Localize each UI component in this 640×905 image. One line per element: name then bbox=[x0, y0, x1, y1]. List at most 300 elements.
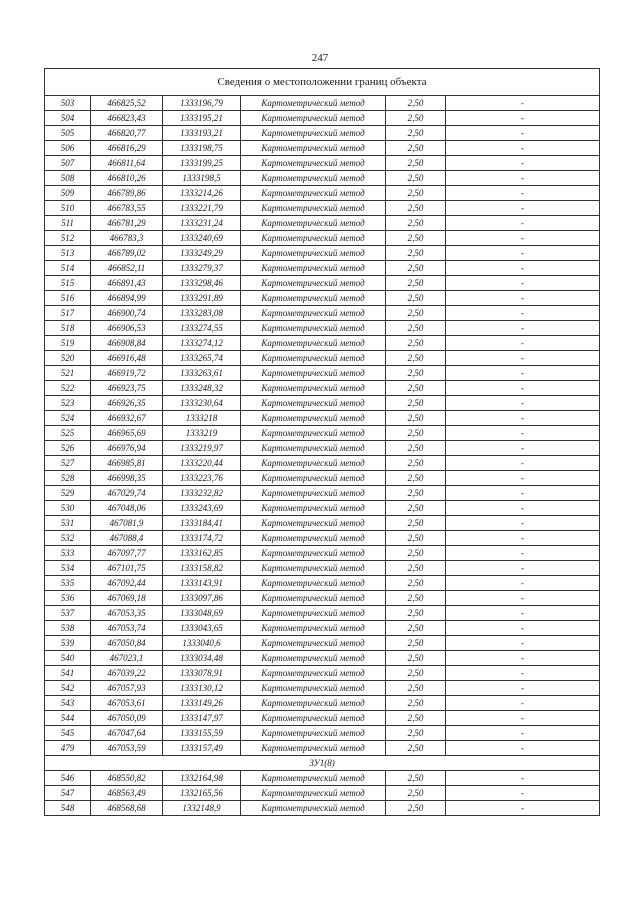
point-number-cell: 541 bbox=[45, 666, 91, 681]
coordinate-x-cell: 467039,22 bbox=[91, 666, 163, 681]
method-cell: Картометрический метод bbox=[241, 516, 386, 531]
precision-cell: 2,50 bbox=[386, 681, 446, 696]
coordinate-x-cell: 466916,48 bbox=[91, 351, 163, 366]
method-cell: Картометрический метод bbox=[241, 291, 386, 306]
precision-cell: 2,50 bbox=[386, 471, 446, 486]
method-cell: Картометрический метод bbox=[241, 726, 386, 741]
description-cell: - bbox=[446, 336, 600, 351]
description-cell: - bbox=[446, 306, 600, 321]
table-row bbox=[45, 741, 600, 756]
method-cell: Картометрический метод bbox=[241, 261, 386, 276]
table-row bbox=[45, 531, 600, 546]
page-number: 247 bbox=[311, 52, 329, 64]
description-cell: - bbox=[446, 96, 600, 111]
precision-cell: 2,50 bbox=[386, 306, 446, 321]
coordinate-x-cell: 468563,49 bbox=[91, 786, 163, 801]
method-cell: Картометрический метод bbox=[241, 546, 386, 561]
point-number-cell: 523 bbox=[45, 396, 91, 411]
point-number-cell: 522 bbox=[45, 381, 91, 396]
description-cell: - bbox=[446, 636, 600, 651]
description-cell: - bbox=[446, 531, 600, 546]
table-row bbox=[45, 141, 600, 156]
precision-cell: 2,50 bbox=[386, 561, 446, 576]
table-row bbox=[45, 696, 600, 711]
point-number-cell: 539 bbox=[45, 636, 91, 651]
table-row bbox=[45, 786, 600, 801]
point-number-cell: 521 bbox=[45, 366, 91, 381]
method-cell: Картометрический метод bbox=[241, 351, 386, 366]
precision-cell: 2,50 bbox=[386, 336, 446, 351]
coordinate-y-cell: 1333198,5 bbox=[163, 171, 241, 186]
point-number-cell: 536 bbox=[45, 591, 91, 606]
table-row bbox=[45, 291, 600, 306]
coordinate-y-cell: 1333198,75 bbox=[163, 141, 241, 156]
precision-cell: 2,50 bbox=[386, 546, 446, 561]
method-cell: Картометрический метод bbox=[241, 381, 386, 396]
table-row bbox=[45, 366, 600, 381]
coordinate-x-cell: 466783,55 bbox=[91, 201, 163, 216]
point-number-cell: 505 bbox=[45, 126, 91, 141]
description-cell: - bbox=[446, 786, 600, 801]
table-row bbox=[45, 201, 600, 216]
method-cell: Картометрический метод bbox=[241, 786, 386, 801]
method-cell: Картометрический метод bbox=[241, 306, 386, 321]
coordinate-y-cell: 1333230,64 bbox=[163, 396, 241, 411]
table-row bbox=[45, 381, 600, 396]
coordinate-x-cell: 466781,29 bbox=[91, 216, 163, 231]
coordinate-y-cell: 1333097,86 bbox=[163, 591, 241, 606]
description-cell: - bbox=[446, 291, 600, 306]
description-cell: - bbox=[446, 801, 600, 816]
point-number-cell: 530 bbox=[45, 501, 91, 516]
method-cell: Картометрический метод bbox=[241, 156, 386, 171]
table-row bbox=[45, 546, 600, 561]
point-number-cell: 538 bbox=[45, 621, 91, 636]
table-row bbox=[45, 441, 600, 456]
coordinate-x-cell: 466985,81 bbox=[91, 456, 163, 471]
coordinate-y-cell: 1333223,76 bbox=[163, 471, 241, 486]
point-number-cell: 518 bbox=[45, 321, 91, 336]
precision-cell: 2,50 bbox=[386, 516, 446, 531]
table-row bbox=[45, 681, 600, 696]
coordinate-y-cell: 1333263,61 bbox=[163, 366, 241, 381]
point-number-cell: 513 bbox=[45, 246, 91, 261]
coordinate-y-cell: 1333199,25 bbox=[163, 156, 241, 171]
description-cell: - bbox=[446, 351, 600, 366]
description-cell: - bbox=[446, 201, 600, 216]
point-number-cell: 533 bbox=[45, 546, 91, 561]
description-cell: - bbox=[446, 276, 600, 291]
table-row bbox=[45, 336, 600, 351]
description-cell: - bbox=[446, 441, 600, 456]
coordinate-x-cell: 466816,29 bbox=[91, 141, 163, 156]
coordinate-y-cell: 1333248,32 bbox=[163, 381, 241, 396]
precision-cell: 2,50 bbox=[386, 786, 446, 801]
point-number-cell: 516 bbox=[45, 291, 91, 306]
coordinate-x-cell: 466891,43 bbox=[91, 276, 163, 291]
precision-cell: 2,50 bbox=[386, 456, 446, 471]
method-cell: Картометрический метод bbox=[241, 171, 386, 186]
description-cell: - bbox=[446, 576, 600, 591]
description-cell: - bbox=[446, 231, 600, 246]
precision-cell: 2,50 bbox=[386, 246, 446, 261]
method-cell: Картометрический метод bbox=[241, 246, 386, 261]
method-cell: Картометрический метод bbox=[241, 666, 386, 681]
coordinate-y-cell: 1333291,89 bbox=[163, 291, 241, 306]
table-row bbox=[45, 501, 600, 516]
coordinate-x-cell: 467050,84 bbox=[91, 636, 163, 651]
method-cell: Картометрический метод bbox=[241, 111, 386, 126]
precision-cell: 2,50 bbox=[386, 351, 446, 366]
coordinate-x-cell: 466894,99 bbox=[91, 291, 163, 306]
coordinate-x-cell: 466919,72 bbox=[91, 366, 163, 381]
precision-cell: 2,50 bbox=[386, 261, 446, 276]
precision-cell: 2,50 bbox=[386, 321, 446, 336]
coordinate-y-cell: 1333298,46 bbox=[163, 276, 241, 291]
description-cell: - bbox=[446, 696, 600, 711]
method-cell: Картометрический метод bbox=[241, 186, 386, 201]
coordinate-x-cell: 466998,35 bbox=[91, 471, 163, 486]
coordinate-y-cell: 1333279,37 bbox=[163, 261, 241, 276]
table-title: Сведения о местоположении границ объекта bbox=[45, 69, 600, 96]
point-number-cell: 504 bbox=[45, 111, 91, 126]
coordinate-y-cell: 1333078,91 bbox=[163, 666, 241, 681]
description-cell: - bbox=[446, 426, 600, 441]
table-row bbox=[45, 486, 600, 501]
table-row bbox=[45, 636, 600, 651]
description-cell: - bbox=[446, 141, 600, 156]
precision-cell: 2,50 bbox=[386, 291, 446, 306]
coordinate-x-cell: 467050,09 bbox=[91, 711, 163, 726]
coordinate-x-cell: 466789,02 bbox=[91, 246, 163, 261]
method-cell: Картометрический метод bbox=[241, 321, 386, 336]
coordinate-x-cell: 466820,77 bbox=[91, 126, 163, 141]
coordinate-y-cell: 1332164,98 bbox=[163, 771, 241, 786]
method-cell: Картометрический метод bbox=[241, 696, 386, 711]
coordinate-y-cell: 1333240,69 bbox=[163, 231, 241, 246]
precision-cell: 2,50 bbox=[386, 231, 446, 246]
method-cell: Картометрический метод bbox=[241, 711, 386, 726]
method-cell: Картометрический метод bbox=[241, 231, 386, 246]
table-title-row bbox=[45, 69, 600, 96]
method-cell: Картометрический метод bbox=[241, 651, 386, 666]
coordinate-y-cell: 1333214,26 bbox=[163, 186, 241, 201]
method-cell: Картометрический метод bbox=[241, 201, 386, 216]
method-cell: Картометрический метод bbox=[241, 681, 386, 696]
description-cell: - bbox=[446, 666, 600, 681]
table-row bbox=[45, 456, 600, 471]
table-row bbox=[45, 621, 600, 636]
coordinate-y-cell: 1333219 bbox=[163, 426, 241, 441]
point-number-cell: 535 bbox=[45, 576, 91, 591]
table-row bbox=[45, 411, 600, 426]
description-cell: - bbox=[446, 456, 600, 471]
coordinate-y-cell: 1332165,56 bbox=[163, 786, 241, 801]
table-row bbox=[45, 111, 600, 126]
description-cell: - bbox=[446, 171, 600, 186]
coordinate-y-cell: 1333034,48 bbox=[163, 651, 241, 666]
coordinate-x-cell: 466789,86 bbox=[91, 186, 163, 201]
coordinate-x-cell: 466926,35 bbox=[91, 396, 163, 411]
coordinate-y-cell: 1333174,72 bbox=[163, 531, 241, 546]
table-row bbox=[45, 186, 600, 201]
method-cell: Картометрический метод bbox=[241, 276, 386, 291]
coordinate-x-cell: 466811,64 bbox=[91, 156, 163, 171]
coordinate-x-cell: 466976,94 bbox=[91, 441, 163, 456]
coordinate-x-cell: 467023,1 bbox=[91, 651, 163, 666]
description-cell: - bbox=[446, 321, 600, 336]
point-number-cell: 509 bbox=[45, 186, 91, 201]
precision-cell: 2,50 bbox=[386, 441, 446, 456]
point-number-cell: 520 bbox=[45, 351, 91, 366]
precision-cell: 2,50 bbox=[386, 696, 446, 711]
description-cell: - bbox=[446, 261, 600, 276]
description-cell: - bbox=[446, 501, 600, 516]
coordinate-x-cell: 467053,61 bbox=[91, 696, 163, 711]
table-row bbox=[45, 666, 600, 681]
table-row bbox=[45, 561, 600, 576]
method-cell: Картометрический метод bbox=[241, 576, 386, 591]
point-number-cell: 479 bbox=[45, 741, 91, 756]
point-number-cell: 545 bbox=[45, 726, 91, 741]
coordinate-y-cell: 1333243,69 bbox=[163, 501, 241, 516]
precision-cell: 2,50 bbox=[386, 621, 446, 636]
method-cell: Картометрический метод bbox=[241, 606, 386, 621]
coordinate-y-cell: 1333220,44 bbox=[163, 456, 241, 471]
coordinate-y-cell: 1333283,08 bbox=[163, 306, 241, 321]
precision-cell: 2,50 bbox=[386, 651, 446, 666]
method-cell: Картометрический метод bbox=[241, 456, 386, 471]
coordinate-x-cell: 467053,74 bbox=[91, 621, 163, 636]
table-row bbox=[45, 771, 600, 786]
point-number-cell: 517 bbox=[45, 306, 91, 321]
table-row bbox=[45, 276, 600, 291]
method-cell: Картометрический метод bbox=[241, 741, 386, 756]
point-number-cell: 515 bbox=[45, 276, 91, 291]
method-cell: Картометрический метод bbox=[241, 126, 386, 141]
coordinate-y-cell: 1333157,49 bbox=[163, 741, 241, 756]
point-number-cell: 519 bbox=[45, 336, 91, 351]
coordinate-x-cell: 467101,75 bbox=[91, 561, 163, 576]
coordinate-y-cell: 1333231,24 bbox=[163, 216, 241, 231]
coordinate-x-cell: 466823,43 bbox=[91, 111, 163, 126]
method-cell: Картометрический метод bbox=[241, 426, 386, 441]
coordinate-x-cell: 466852,11 bbox=[91, 261, 163, 276]
method-cell: Картометрический метод bbox=[241, 96, 386, 111]
precision-cell: 2,50 bbox=[386, 501, 446, 516]
point-number-cell: 543 bbox=[45, 696, 91, 711]
coordinate-y-cell: 1333274,12 bbox=[163, 336, 241, 351]
point-number-cell: 537 bbox=[45, 606, 91, 621]
method-cell: Картометрический метод bbox=[241, 621, 386, 636]
table-row bbox=[45, 231, 600, 246]
description-cell: - bbox=[446, 606, 600, 621]
point-number-cell: 546 bbox=[45, 771, 91, 786]
method-cell: Картометрический метод bbox=[241, 216, 386, 231]
method-cell: Картометрический метод bbox=[241, 771, 386, 786]
coordinate-x-cell: 466900,74 bbox=[91, 306, 163, 321]
coordinate-x-cell: 467048,06 bbox=[91, 501, 163, 516]
coordinate-x-cell: 467053,59 bbox=[91, 741, 163, 756]
coordinate-x-cell: 466825,52 bbox=[91, 96, 163, 111]
coordinate-x-cell: 467047,64 bbox=[91, 726, 163, 741]
point-number-cell: 526 bbox=[45, 441, 91, 456]
description-cell: - bbox=[446, 726, 600, 741]
coordinate-x-cell: 467029,74 bbox=[91, 486, 163, 501]
coordinate-y-cell: 1333048,69 bbox=[163, 606, 241, 621]
coordinate-x-cell: 467097,77 bbox=[91, 546, 163, 561]
table-row bbox=[45, 261, 600, 276]
method-cell: Картометрический метод bbox=[241, 591, 386, 606]
coordinate-y-cell: 1333130,12 bbox=[163, 681, 241, 696]
method-cell: Картометрический метод bbox=[241, 471, 386, 486]
precision-cell: 2,50 bbox=[386, 741, 446, 756]
description-cell: - bbox=[446, 411, 600, 426]
precision-cell: 2,50 bbox=[386, 591, 446, 606]
description-cell: - bbox=[446, 486, 600, 501]
precision-cell: 2,50 bbox=[386, 216, 446, 231]
description-cell: - bbox=[446, 591, 600, 606]
precision-cell: 2,50 bbox=[386, 486, 446, 501]
method-cell: Картометрический метод bbox=[241, 501, 386, 516]
point-number-cell: 512 bbox=[45, 231, 91, 246]
coordinate-x-cell: 467069,18 bbox=[91, 591, 163, 606]
table-row bbox=[45, 321, 600, 336]
description-cell: - bbox=[446, 111, 600, 126]
coordinate-y-cell: 1333196,79 bbox=[163, 96, 241, 111]
point-number-cell: 506 bbox=[45, 141, 91, 156]
description-cell: - bbox=[446, 366, 600, 381]
table-row bbox=[45, 726, 600, 741]
precision-cell: 2,50 bbox=[386, 771, 446, 786]
description-cell: - bbox=[446, 396, 600, 411]
point-number-cell: 529 bbox=[45, 486, 91, 501]
table-row bbox=[45, 156, 600, 171]
method-cell: Картометрический метод bbox=[241, 141, 386, 156]
table-row bbox=[45, 651, 600, 666]
description-cell: - bbox=[446, 651, 600, 666]
point-number-cell: 510 bbox=[45, 201, 91, 216]
point-number-cell: 527 bbox=[45, 456, 91, 471]
coordinate-x-cell: 466965,69 bbox=[91, 426, 163, 441]
coordinate-y-cell: 1333184,41 bbox=[163, 516, 241, 531]
coordinate-x-cell: 466908,84 bbox=[91, 336, 163, 351]
precision-cell: 2,50 bbox=[386, 711, 446, 726]
point-number-cell: 503 bbox=[45, 96, 91, 111]
table-row bbox=[45, 576, 600, 591]
table-row bbox=[45, 396, 600, 411]
coordinate-y-cell: 1333193,21 bbox=[163, 126, 241, 141]
coordinate-y-cell: 1333043,65 bbox=[163, 621, 241, 636]
description-cell: - bbox=[446, 126, 600, 141]
table-row bbox=[45, 426, 600, 441]
coordinate-x-cell: 467081,9 bbox=[91, 516, 163, 531]
precision-cell: 2,50 bbox=[386, 666, 446, 681]
point-number-cell: 507 bbox=[45, 156, 91, 171]
description-cell: - bbox=[446, 546, 600, 561]
precision-cell: 2,50 bbox=[386, 396, 446, 411]
point-number-cell: 540 bbox=[45, 651, 91, 666]
precision-cell: 2,50 bbox=[386, 411, 446, 426]
description-cell: - bbox=[446, 471, 600, 486]
point-number-cell: 524 bbox=[45, 411, 91, 426]
coordinate-y-cell: 1333221,79 bbox=[163, 201, 241, 216]
coordinate-x-cell: 467088,4 bbox=[91, 531, 163, 546]
method-cell: Картометрический метод bbox=[241, 636, 386, 651]
coordinate-y-cell: 1333143,91 bbox=[163, 576, 241, 591]
table-row bbox=[45, 591, 600, 606]
coordinate-x-cell: 466923,75 bbox=[91, 381, 163, 396]
point-number-cell: 542 bbox=[45, 681, 91, 696]
coordinate-x-cell: 467057,93 bbox=[91, 681, 163, 696]
coordinate-y-cell: 1333218 bbox=[163, 411, 241, 426]
precision-cell: 2,50 bbox=[386, 576, 446, 591]
description-cell: - bbox=[446, 621, 600, 636]
point-number-cell: 514 bbox=[45, 261, 91, 276]
coordinate-y-cell: 1333149,26 bbox=[163, 696, 241, 711]
description-cell: - bbox=[446, 771, 600, 786]
coordinates-table bbox=[44, 68, 600, 816]
table-row bbox=[45, 246, 600, 261]
coordinate-x-cell: 467053,35 bbox=[91, 606, 163, 621]
point-number-cell: 528 bbox=[45, 471, 91, 486]
precision-cell: 2,50 bbox=[386, 111, 446, 126]
point-number-cell: 511 bbox=[45, 216, 91, 231]
description-cell: - bbox=[446, 561, 600, 576]
precision-cell: 2,50 bbox=[386, 801, 446, 816]
description-cell: - bbox=[446, 156, 600, 171]
coordinate-y-cell: 1333155,59 bbox=[163, 726, 241, 741]
table-row bbox=[45, 711, 600, 726]
point-number-cell: 532 bbox=[45, 531, 91, 546]
description-cell: - bbox=[446, 711, 600, 726]
point-number-cell: 548 bbox=[45, 801, 91, 816]
table-row bbox=[45, 216, 600, 231]
point-number-cell: 525 bbox=[45, 426, 91, 441]
description-cell: - bbox=[446, 741, 600, 756]
method-cell: Картометрический метод bbox=[241, 396, 386, 411]
section-row bbox=[45, 756, 600, 771]
point-number-cell: 531 bbox=[45, 516, 91, 531]
coordinate-y-cell: 1333158,82 bbox=[163, 561, 241, 576]
coordinate-y-cell: 1333195,21 bbox=[163, 111, 241, 126]
precision-cell: 2,50 bbox=[386, 381, 446, 396]
table-row bbox=[45, 171, 600, 186]
method-cell: Картометрический метод bbox=[241, 411, 386, 426]
coordinate-x-cell: 468568,68 bbox=[91, 801, 163, 816]
coordinate-y-cell: 1333040,6 bbox=[163, 636, 241, 651]
description-cell: - bbox=[446, 186, 600, 201]
precision-cell: 2,50 bbox=[386, 96, 446, 111]
coordinate-x-cell: 466932,67 bbox=[91, 411, 163, 426]
coordinate-y-cell: 1333274,55 bbox=[163, 321, 241, 336]
coordinate-x-cell: 466783,3 bbox=[91, 231, 163, 246]
table-row bbox=[45, 306, 600, 321]
table-row bbox=[45, 516, 600, 531]
coordinate-y-cell: 1333232,82 bbox=[163, 486, 241, 501]
precision-cell: 2,50 bbox=[386, 126, 446, 141]
precision-cell: 2,50 bbox=[386, 606, 446, 621]
description-cell: - bbox=[446, 381, 600, 396]
coordinate-y-cell: 1332148,9 bbox=[163, 801, 241, 816]
coordinate-y-cell: 1333162,85 bbox=[163, 546, 241, 561]
coordinate-y-cell: 1333265,74 bbox=[163, 351, 241, 366]
precision-cell: 2,50 bbox=[386, 531, 446, 546]
precision-cell: 2,50 bbox=[386, 726, 446, 741]
table-row bbox=[45, 801, 600, 816]
precision-cell: 2,50 bbox=[386, 201, 446, 216]
description-cell: - bbox=[446, 246, 600, 261]
